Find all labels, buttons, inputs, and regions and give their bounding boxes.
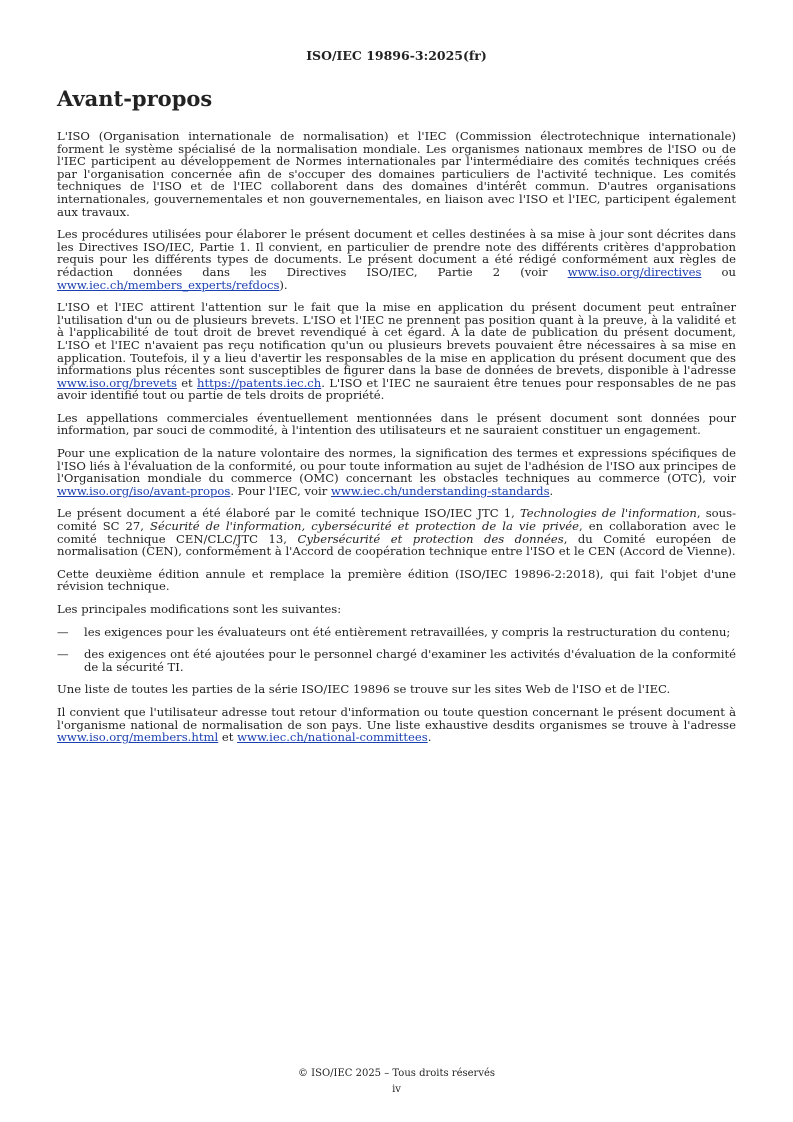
copyright-notice: © ISO/IEC 2025 – Tous droits réservés bbox=[297, 1068, 496, 1079]
link-iso-avant-propos[interactable]: www.iso.org/iso/avant-propos bbox=[57, 483, 231, 498]
paragraph-edition: Cette deuxième édition annule et remplace la première édition (ISO/IEC 19896-2:2018), qui fait l'objet d'une révision technique. bbox=[57, 566, 736, 594]
page-number: iv bbox=[392, 1084, 401, 1095]
document-id-header: ISO/IEC 19896-3:2025(fr) bbox=[306, 48, 487, 63]
foreword-body bbox=[57, 130, 736, 754]
link-iec-refdocs[interactable]: www.iec.ch/members_experts/refdocs bbox=[57, 277, 280, 292]
paragraph-feedback: Il convient que l'utilisateur adresse tout retour d'information ou toute question concernant le présent document à l'organisme national de normalisation de son pays. Une liste exhaustive desdits organismes se trouve à l'adresse www.iso.org/members.html et www.iec.ch/national-committees. bbox=[57, 704, 736, 745]
paragraph-modifications-intro: Les principales modifications sont les suivantes: bbox=[57, 602, 342, 616]
paragraph-committee: Le présent document a été élaboré par le comité technique ISO/IEC JTC 1, Technologies de l'information, sous-comité SC 27, Sécurité de l'information, cybersécurité et protection de la vie privée, en collaboration avec le comité technique CEN/CLC/JTC 13, Cybersécurité et protection des données, du Comité européen de normalisation (CEN), conformément à l'Accord de coopération technique entre l'ISO et le CEN (Accord de Vienne). bbox=[57, 506, 737, 559]
list-item bbox=[57, 626, 736, 639]
page-title: Avant-propos bbox=[57, 86, 213, 111]
em-dash-bullet: — bbox=[57, 624, 69, 639]
em-dash-bullet: — bbox=[57, 647, 69, 662]
list-item-text: des exigences ont été ajoutées pour le personnel chargé d'examiner les activités d'évaluation de la conformité de la sécurité TI. bbox=[84, 647, 736, 674]
link-iso-brevets[interactable]: www.iso.org/brevets bbox=[57, 375, 177, 390]
paragraph-patents: L'ISO et l'IEC attirent l'attention sur le fait que la mise en application du présent document peut entraîner l'utilisation d'un ou de plusieurs brevets. L'ISO et l'IEC ne prennent pas position quant à la preuve, à la validité et à l'applicabilité de tout droit de brevet revendiqué à cet égard. À la date de publication du présent document, L'ISO et l'IEC n'avaient pas reçu notification qu'un ou plusieurs brevets pouvaient être nécessaires à sa mise en application. Toutefois, il y a lieu d'avertir les responsables de la mise en application du présent document que des informations plus récentes sont susceptibles de figurer dans la base de données de brevets, disponible à l'adresse www.iso.org/brevets et https://patents.iec.ch. L'ISO et l'IEC ne sauraient être tenues pour responsables de ne pas avoir identifié tout ou partie de tels droits de propriété. bbox=[57, 300, 736, 403]
page-footer bbox=[0, 1066, 793, 1098]
paragraph-series-list: Une liste de toutes les parties de la série ISO/IEC 19896 se trouve sur les sites Web de l'ISO et de l'IEC. bbox=[57, 682, 671, 697]
list-item-text: les exigences pour les évaluateurs ont été entièrement retravaillées, y compris la restructuration du contenu; bbox=[84, 624, 731, 639]
paragraph-voluntary-nature: Pour une explication de la nature volontaire des normes, la signification des termes et expressions spécifiques de l'ISO liés à l'évaluation de la conformité, ou pour toute information au sujet de l'adhésion de l'ISO aux principes de l'Organisation mondiale du commerce (OMC) concernant les obstacles techniques au commerce (OTC), voir www.iso.org/iso/avant-propos. Pour l'IEC, voir www.iec.ch/understanding-standards. bbox=[57, 446, 736, 498]
link-iso-members[interactable]: www.iso.org/members.html bbox=[57, 730, 219, 745]
link-iec-patents[interactable]: https://patents.iec.ch bbox=[197, 375, 322, 390]
link-iec-national-committees[interactable]: www.iec.ch/national-committees bbox=[237, 730, 428, 745]
paragraph-iso-iec-intro: L'ISO (Organisation internationale de normalisation) et l'IEC (Commission électrotechnique internationale) forment le système spécialisé de la normalisation mondiale. Les organismes nationaux membres de l'ISO ou de l'IEC participent au développement de Normes internationales par l'intermédiaire des comités techniques créés par l'organisation concernée afin de s'occuper des domaines particuliers de l'activité technique. Les comités techniques de l'ISO et de l'IEC collaborent dans des domaines d'intérêt commun. D'autres organisations internationales, gouvernementales et non gouvernementales, en liaison avec l'ISO et l'IEC, participent également aux travaux. bbox=[57, 129, 736, 219]
link-iso-directives[interactable]: www.iso.org/directives bbox=[567, 264, 702, 279]
list-item bbox=[57, 648, 736, 673]
paragraph-trade-names: Les appellations commerciales éventuellement mentionnées dans le présent document sont données pour information, par souci de commodité, à l'intention des utilisateurs et ne sauraient constituer un engagement. bbox=[57, 410, 736, 438]
link-iec-understanding-standards[interactable]: www.iec.ch/understanding-standards bbox=[330, 483, 550, 498]
paragraph-procedures: Les procédures utilisées pour élaborer le présent document et celles destinées à sa mise à jour sont décrites dans les Directives ISO/IEC, Partie 1. Il convient, en particulier de prendre note des différents critères d'approbation requis pour les différents types de documents. Le présent document a été rédigé conformément aux règles de rédaction données dans les Directives ISO/IEC, Partie 2 (voir www.iso.org/directives ou www.iec.ch/members_experts/refdocs). bbox=[57, 227, 736, 292]
